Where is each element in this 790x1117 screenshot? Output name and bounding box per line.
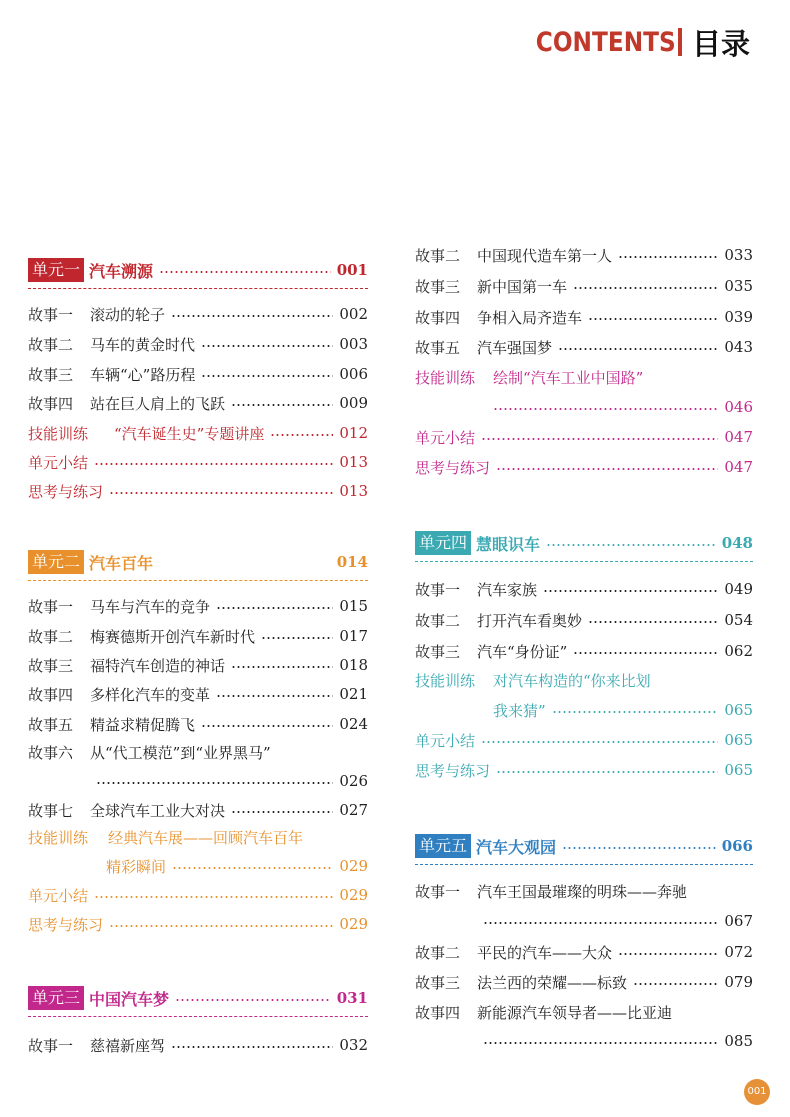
leader-dots [159, 270, 331, 274]
entry-label: 单元小结 [415, 428, 476, 447]
entry-page: 017 [339, 627, 368, 645]
entry-page: 043 [724, 338, 753, 356]
unit-1-heading[interactable] [28, 257, 368, 283]
leader-dots [172, 866, 333, 870]
entry-label: 故事一 [415, 580, 461, 599]
entry-page: 013 [339, 482, 368, 500]
toc-row[interactable] [28, 625, 368, 647]
entry-title: 经典汽车展——回顾汽车百年 [108, 828, 304, 847]
leader-dots [543, 589, 718, 593]
entry-title-continued: 精彩瞬间 [106, 857, 167, 876]
entry-title: 车辆“心”路历程 [90, 365, 196, 384]
toc-row[interactable] [415, 336, 753, 358]
toc-row[interactable] [28, 1034, 368, 1056]
entry-page: 054 [724, 611, 753, 629]
entry-label: 故事四 [28, 685, 74, 704]
entry-label: 故事一 [28, 305, 74, 324]
toc-row[interactable] [28, 713, 368, 735]
entry-label: 单元小结 [415, 731, 476, 750]
entry-title: 争相入局齐造车 [477, 308, 583, 327]
toc-row-summary[interactable] [28, 884, 368, 906]
leader-dots [573, 286, 718, 290]
toc-row[interactable] [415, 941, 753, 963]
entry-label: 故事四 [415, 308, 461, 327]
entry-title: 平民的汽车——大众 [477, 943, 613, 962]
leader-dots [175, 998, 331, 1002]
entry-label: 故事一 [28, 1036, 74, 1055]
toc-row[interactable] [28, 595, 368, 617]
leader-dots [546, 543, 716, 547]
unit-3-number: 单元三 [28, 986, 84, 1010]
toc-row-skill-continued[interactable] [28, 855, 368, 877]
leader-dots [171, 1045, 333, 1049]
entry-label: 故事三 [415, 973, 461, 992]
entry-page: 062 [724, 642, 753, 660]
entry-label: 故事三 [28, 656, 74, 675]
leader-dots [231, 403, 333, 407]
entry-title: 慈禧新座驾 [90, 1036, 166, 1055]
toc-row[interactable] [28, 392, 368, 414]
leader-dots [201, 374, 333, 378]
unit-3-title: 中国汽车梦 [89, 989, 170, 1009]
leader-dots [109, 924, 333, 928]
entry-title: 汽车“身份证” [477, 642, 568, 661]
unit-2-heading[interactable] [28, 549, 368, 575]
entry-title: 打开汽车看奥妙 [477, 611, 583, 630]
toc-row[interactable] [28, 303, 368, 325]
entry-page: 027 [339, 801, 368, 819]
entry-label: 思考与练习 [415, 458, 491, 477]
leader-dots [270, 433, 333, 437]
toc-row-summary[interactable] [28, 451, 368, 473]
unit-2-page: 014 [336, 553, 368, 571]
leader-dots [562, 846, 716, 850]
entry-title: 精益求精促腾飞 [90, 715, 196, 734]
unit-5-underline [415, 864, 753, 865]
entry-page: 047 [724, 428, 753, 446]
entry-label: 故事六 [28, 743, 74, 762]
leader-dots [618, 952, 718, 956]
toc-row-skill[interactable] [415, 669, 753, 691]
entry-title: 马车的黄金时代 [90, 335, 196, 354]
entry-label: 故事四 [415, 1003, 461, 1022]
toc-row-skill[interactable] [28, 422, 368, 444]
leader-dots [96, 781, 333, 785]
toc-row-continued[interactable] [28, 770, 368, 792]
entry-page: 029 [339, 886, 368, 904]
entry-page: 032 [339, 1036, 368, 1054]
toc-row-exercise[interactable] [415, 456, 753, 478]
toc-row[interactable] [28, 799, 368, 821]
entry-page: 012 [339, 424, 368, 442]
entry-label: 故事二 [28, 627, 74, 646]
entry-label: 故事四 [28, 394, 74, 413]
entry-page: 067 [724, 912, 753, 930]
toc-row[interactable] [415, 640, 753, 662]
entry-page: 029 [339, 857, 368, 875]
unit-5-number: 单元五 [415, 834, 471, 858]
contents-header [513, 22, 750, 62]
leader-dots [573, 651, 718, 655]
unit-1-number: 单元一 [28, 258, 84, 282]
entry-title: 从“代工模范”到“业界黑马” [90, 743, 271, 762]
entry-label: 单元小结 [28, 453, 89, 472]
entry-page: 085 [724, 1032, 753, 1050]
entry-label: 故事二 [415, 246, 461, 265]
entry-title: 对汽车构造的“你来比划 [493, 671, 651, 690]
entry-label: 故事二 [415, 611, 461, 630]
entry-title: 新中国第一车 [477, 277, 568, 296]
entry-title: 站在巨人肩上的飞跃 [90, 394, 226, 413]
toc-row[interactable] [415, 880, 753, 902]
contents-title-zh: 目录 [691, 26, 750, 61]
unit-1-underline [28, 288, 368, 289]
toc-row[interactable] [415, 275, 753, 297]
entry-label: 技能训练 [415, 368, 476, 387]
toc-row-continued[interactable] [415, 910, 753, 932]
leader-dots [481, 437, 718, 441]
entry-page: 079 [724, 973, 753, 991]
entry-label: 技能训练 [28, 424, 89, 443]
entry-label: 技能训练 [28, 828, 89, 847]
entry-label: 故事三 [415, 277, 461, 296]
unit-4-underline [415, 561, 753, 562]
leader-dots [109, 491, 333, 495]
leader-dots [588, 620, 718, 624]
entry-title: 绘制“汽车工业中国路” [493, 368, 644, 387]
unit-5-page: 066 [721, 837, 753, 855]
entry-page: 024 [339, 715, 368, 733]
page-number-badge: 001 [744, 1079, 770, 1105]
unit-4-title: 慧眼识车 [476, 534, 541, 554]
entry-label: 故事三 [28, 365, 74, 384]
leader-dots [201, 344, 333, 348]
entry-title: 滚动的轮子 [90, 305, 166, 324]
leader-dots [483, 921, 718, 925]
leader-dots [552, 710, 719, 714]
toc-row[interactable] [415, 609, 753, 631]
leader-dots [231, 665, 333, 669]
entry-title: 法兰西的荣耀——标致 [477, 973, 628, 992]
leader-dots [633, 982, 718, 986]
entry-page: 072 [724, 943, 753, 961]
entry-title: 全球汽车工业大对决 [90, 801, 226, 820]
toc-row[interactable] [28, 333, 368, 355]
header-divider [678, 28, 682, 56]
toc-row[interactable] [28, 741, 368, 763]
entry-label: 故事一 [415, 882, 461, 901]
entry-label: 故事二 [28, 335, 74, 354]
leader-dots [493, 407, 718, 411]
toc-row-skill-continued[interactable] [415, 396, 753, 418]
entry-title: 汽车家族 [477, 580, 538, 599]
entry-title: “汽车诞生史”专题讲座 [114, 424, 265, 443]
leader-dots [588, 317, 718, 321]
toc-row[interactable] [415, 306, 753, 328]
unit-2-underline [28, 580, 368, 581]
unit-1-title: 汽车溯源 [89, 261, 154, 281]
entry-label: 故事二 [415, 943, 461, 962]
leader-dots [94, 462, 333, 466]
leader-dots [171, 314, 333, 318]
leader-dots [216, 694, 333, 698]
toc-row-skill[interactable] [28, 826, 368, 848]
entry-label: 故事一 [28, 597, 74, 616]
toc-row-exercise[interactable] [28, 480, 368, 502]
entry-title: 中国现代造车第一人 [477, 246, 613, 265]
unit-4-page: 048 [721, 534, 753, 552]
leader-dots [483, 1041, 718, 1045]
entry-title: 新能源汽车领导者——比亚迪 [477, 1003, 673, 1022]
entry-title: 多样化汽车的变革 [90, 685, 211, 704]
unit-3-underline [28, 1016, 368, 1017]
leader-dots [618, 255, 718, 259]
unit-4-number: 单元四 [415, 531, 471, 555]
entry-page: 039 [724, 308, 753, 326]
entry-page: 015 [339, 597, 368, 615]
entry-page: 026 [339, 772, 368, 790]
toc-row[interactable] [28, 683, 368, 705]
entry-label: 故事三 [415, 642, 461, 661]
entry-title: 汽车王国最璀璨的明珠——奔驰 [477, 882, 688, 901]
leader-dots [201, 724, 333, 728]
toc-row[interactable] [415, 971, 753, 993]
leader-dots [558, 347, 718, 351]
toc-row[interactable] [415, 1001, 753, 1023]
entry-page: 013 [339, 453, 368, 471]
entry-title: 梅赛德斯开创汽车新时代 [90, 627, 256, 646]
toc-row-skill-continued[interactable] [415, 699, 753, 721]
unit-1-page: 001 [336, 261, 368, 279]
unit-2-number: 单元二 [28, 550, 84, 574]
toc-row-continued[interactable] [415, 1030, 753, 1052]
entry-label: 单元小结 [28, 886, 89, 905]
entry-page: 047 [724, 458, 753, 476]
entry-title: 福特汽车创造的神话 [90, 656, 226, 675]
entry-page: 003 [339, 335, 368, 353]
unit-4-heading[interactable] [415, 530, 753, 556]
entry-page: 033 [724, 246, 753, 264]
entry-page: 065 [724, 731, 753, 749]
entry-page: 046 [724, 398, 753, 416]
entry-label: 技能训练 [415, 671, 476, 690]
leader-dots [261, 636, 333, 640]
entry-page: 029 [339, 915, 368, 933]
entry-title-continued: 我来猜” [493, 701, 546, 720]
toc-row-summary[interactable] [415, 426, 753, 448]
entry-page: 006 [339, 365, 368, 383]
unit-5-heading[interactable] [415, 833, 753, 859]
leader-dots [481, 740, 718, 744]
entry-title: 汽车强国梦 [477, 338, 553, 357]
entry-title: 马车与汽车的竞争 [90, 597, 211, 616]
unit-3-heading[interactable] [28, 985, 368, 1011]
unit-5-title: 汽车大观园 [476, 837, 557, 857]
toc-row[interactable] [28, 363, 368, 385]
entry-label: 思考与练习 [28, 482, 104, 501]
entry-label: 故事七 [28, 801, 74, 820]
entry-label: 故事五 [415, 338, 461, 357]
leader-dots [94, 895, 333, 899]
toc-row-exercise[interactable] [28, 913, 368, 935]
leader-dots [231, 810, 333, 814]
entry-page: 035 [724, 277, 753, 295]
unit-3-page: 031 [336, 989, 368, 1007]
entry-page: 002 [339, 305, 368, 323]
toc-row-summary[interactable] [415, 729, 753, 751]
entry-page: 065 [724, 701, 753, 719]
entry-label: 思考与练习 [28, 915, 104, 934]
unit-2-title: 汽车百年 [89, 553, 154, 573]
entry-page: 049 [724, 580, 753, 598]
toc-row[interactable] [28, 654, 368, 676]
toc-row-exercise[interactable] [415, 759, 753, 781]
leader-dots [496, 467, 718, 471]
entry-page: 021 [339, 685, 368, 703]
contents-title-en: CONTENTS [536, 26, 676, 58]
entry-page: 009 [339, 394, 368, 412]
entry-page: 018 [339, 656, 368, 674]
entry-label: 故事五 [28, 715, 74, 734]
entry-label: 思考与练习 [415, 761, 491, 780]
toc-row-skill[interactable] [415, 366, 753, 388]
entry-page: 065 [724, 761, 753, 779]
toc-row[interactable] [415, 578, 753, 600]
leader-dots [496, 770, 718, 774]
toc-row[interactable] [415, 244, 753, 266]
leader-dots [216, 606, 333, 610]
